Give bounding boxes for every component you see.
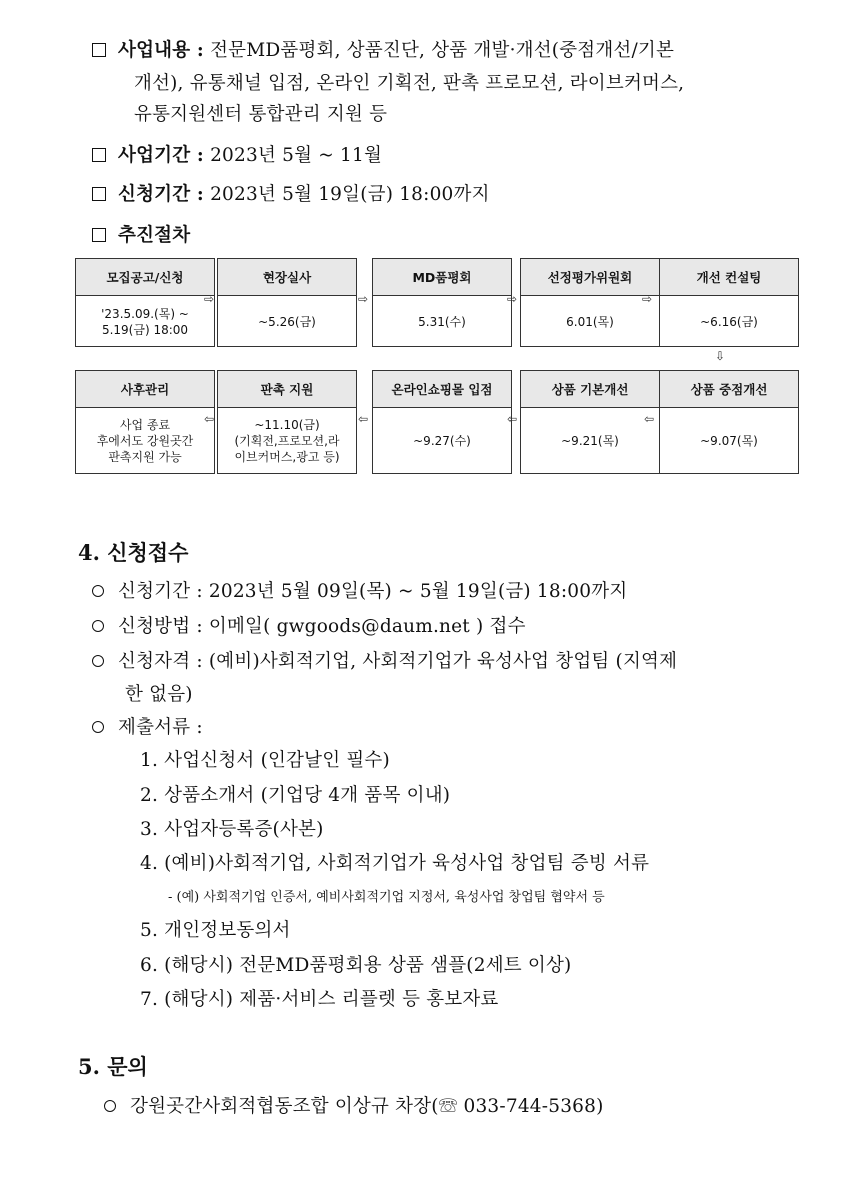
flow-step-date: 사업 종료 후에서도 강원곳간 판촉지원 가능	[96, 418, 194, 464]
flow-step-after-care	[75, 370, 215, 474]
period-line	[92, 141, 382, 167]
checkbox-square-icon	[92, 43, 106, 57]
apply-item-text: 신청기간 : 2023년 5월 09일(목) ~ 5월 19일(금) 18:00까지	[118, 581, 628, 602]
flow-step-basic-improve	[520, 370, 660, 474]
flow-step-title: 선정평가위원회	[521, 259, 659, 296]
apply-period-value: 2023년 5월 19일(금) 18:00까지	[210, 184, 490, 205]
flow-step-title: 판촉 지원	[218, 371, 356, 408]
contact-text: 강원곳간사회적협동조합 이상규 차장(☏ 033-744-5368)	[130, 1096, 604, 1117]
flow-step-promotion	[217, 370, 357, 474]
flow-step-date: 6.01(목)	[566, 314, 614, 329]
flow-step-online-mall	[372, 370, 512, 474]
doc-item-5: 5. 개인정보동의서	[140, 920, 291, 941]
apply-item-method	[92, 612, 526, 638]
flow-step-title: 온라인쇼핑몰 입점	[373, 371, 511, 408]
apply-item-documents	[92, 713, 203, 739]
flow-step-date: ~9.21(목)	[561, 434, 619, 448]
arrow-left-icon: ⇦	[507, 412, 518, 426]
arrow-right-icon: ⇨	[507, 292, 518, 306]
flow-step-date: ~9.27(수)	[413, 434, 471, 448]
flow-step-committee	[520, 258, 660, 347]
content-line-3: 유통지원센터 통합관리 지원 등	[134, 104, 388, 125]
doc-item-3: 3. 사업자등록증(사본)	[140, 819, 324, 840]
arrow-right-icon: ⇨	[204, 292, 215, 306]
flow-step-title: 개선 컨설팅	[660, 259, 798, 296]
bullet-circle-icon	[92, 721, 104, 733]
apply-item-qualification	[92, 647, 677, 673]
flow-step-date: ~11.10(금) (기획전,프로모션,라 이브커머스,광고 등)	[234, 418, 340, 464]
flow-step-date: ~6.16(금)	[700, 314, 758, 329]
checkbox-square-icon	[92, 148, 106, 162]
apply-item-text: 제출서류 :	[118, 717, 203, 738]
apply-item-text: 신청방법 : 이메일( gwgoods@daum.net ) 접수	[118, 616, 526, 637]
content-line-2: 개선), 유통채널 입점, 온라인 기획전, 판촉 프로모션, 라이브커머스,	[134, 73, 685, 94]
doc-item-1: 1. 사업신청서 (인감날인 필수)	[140, 750, 390, 771]
arrow-right-icon: ⇨	[358, 292, 369, 306]
section-5-title: 5. 문의	[78, 1054, 148, 1079]
content-text-1: 전문MD품평회, 상품진단, 상품 개발·개선(중점개선/기본	[210, 40, 675, 61]
arrow-left-icon: ⇦	[358, 412, 369, 426]
apply-item-qualification-cont: 한 없음)	[125, 684, 193, 705]
flow-step-recruit	[75, 258, 215, 347]
apply-item-text: 신청자격 : (예비)사회적기업, 사회적기업가 육성사업 창업팀 (지역제	[118, 651, 678, 672]
process-label: 추진절차	[118, 225, 191, 246]
period-label: 사업기간 :	[118, 145, 204, 166]
flow-step-title: 현장실사	[218, 259, 356, 296]
flow-step-title: 모집공고/신청	[76, 259, 214, 296]
bullet-circle-icon	[92, 655, 104, 667]
flow-step-date: '23.5.09.(목) ~ 5.19(금) 18:00	[101, 306, 189, 337]
arrow-right-icon: ⇨	[642, 292, 653, 306]
bullet-circle-icon	[104, 1100, 116, 1112]
flow-step-date: ~5.26(금)	[258, 314, 316, 329]
bullet-circle-icon	[92, 585, 104, 597]
content-label: 사업내용 :	[118, 40, 204, 61]
checkbox-square-icon	[92, 228, 106, 242]
flow-step-title: 사후관리	[76, 371, 214, 408]
flow-step-key-improve	[659, 370, 799, 474]
flow-step-date: 5.31(수)	[418, 314, 466, 329]
apply-period-line	[92, 180, 490, 206]
arrow-left-icon: ⇦	[204, 412, 215, 426]
arrow-left-icon: ⇦	[644, 412, 655, 426]
period-value: 2023년 5월 ~ 11월	[210, 145, 383, 166]
flow-step-site-visit	[217, 258, 357, 347]
bullet-circle-icon	[92, 620, 104, 632]
flow-step-date: ~9.07(목)	[700, 434, 758, 448]
apply-item-period	[92, 577, 627, 603]
apply-period-label: 신청기간 :	[118, 184, 204, 205]
doc-item-7: 7. (해당시) 제품·서비스 리플렛 등 홍보자료	[140, 989, 499, 1010]
arrow-down-icon: ⇩	[715, 349, 726, 363]
flow-step-md-review	[372, 258, 512, 347]
content-line-1	[92, 36, 674, 62]
section-4-title: 4. 신청접수	[78, 540, 189, 565]
flow-step-title: MD품평회	[373, 259, 511, 296]
flow-step-consulting	[659, 258, 799, 347]
process-line	[92, 221, 190, 247]
doc-item-2: 2. 상품소개서 (기업당 4개 품목 이내)	[140, 785, 451, 806]
flow-step-title: 상품 중점개선	[660, 371, 798, 408]
doc-item-4: 4. (예비)사회적기업, 사회적기업가 육성사업 창업팀 증빙 서류	[140, 853, 650, 874]
doc-item-6: 6. (해당시) 전문MD품평회용 상품 샘플(2세트 이상)	[140, 955, 572, 976]
checkbox-square-icon	[92, 187, 106, 201]
flow-step-title: 상품 기본개선	[521, 371, 659, 408]
doc-item-4-note: - (예) 사회적기업 인증서, 예비사회적기업 지정서, 육성사업 창업팀 협약서 등	[168, 890, 605, 905]
contact-line	[104, 1092, 604, 1118]
